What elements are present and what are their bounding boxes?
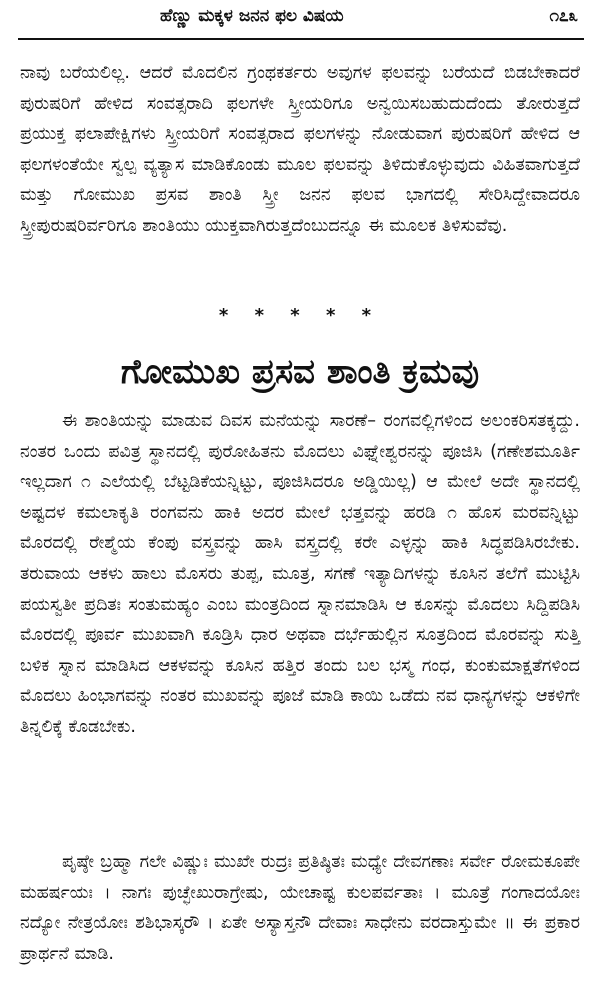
header-title: ಹೆಣ್ಣು ಮಕ್ಕಳ ಜನನ ಫಲ ವಿಷಯ <box>160 6 344 26</box>
running-header <box>0 2 600 32</box>
section-separator: * * * * * <box>218 305 382 326</box>
page-number: ೧೭೩ <box>549 6 578 26</box>
header-rule <box>18 38 584 40</box>
body-paragraph-1: ನಾವು ಬರೆಯಲಿಲ್ಲ. ಆದರೆ ಮೊದಲಿನ ಗ್ರಂಥಕರ್ತರು ಅವುಗಳ ಫಲವನ್ನು ಬರೆಯದೆ ಬಿಡಬೇಕಾದರೆ ಪುರುಷರಿಗೆ ಹೇಳಿದ ಸಂವತ್ಸರಾದಿ ಫಲಗಳೇ ಸ್ತ್ರೀಯರಿಗೂ ಅನ್ವಯಿಸಬಹುದುದೆಂದು ತೋರುತ್ತದೆ ಪ್ರಯುಕ್ತ ಫಲಾಪೇಕ್ಷಿಗಳು ಸ್ತ್ರೀಯರಿಗೆ ಸಂವತ್ಸರಾದ ಫಲಗಳನ್ನು ನೋಡುವಾಗ ಪುರುಷರಿಗೆ ಹೇಳಿದ ಆ ಫಲಗಳಂತೆಯೇ ಸ್ವಲ್ಪ ವ್ಯತ್ಯಾಸ ಮಾಡಿಕೊಂಡು ಮೂಲ ಫಲವನ್ನು ತಿಳಿದುಕೊಳ್ಳುವುದು ವಿಹಿತವಾಗುತ್ತದೆ ಮತ್ತು ಗೋಮುಖ ಪ್ರಸವ ಶಾಂತಿ ಸ್ತ್ರೀ ಜನನ ಫಲವ ಭಾಗದಲ್ಲಿ ಸೇರಿಸಿದ್ದೇವಾದರೂ ಸ್ತ್ರೀಪುರುಷರಿರ್ವರಿಗೂ ಶಾಂತಿಯು ಯುಕ್ತವಾಗಿರುತ್ತದೆಂಬುದನ್ನೂ ಈ ಮೂಲಕ ತಿಳಿಸುವೆವು. <box>20 63 580 236</box>
section-title: ಗೋಮುಖ ಪ್ರಸವ ಶಾಂತಿ ಕ್ರಮವು <box>120 352 480 392</box>
prayer-verse-paragraph: ಪೃಷ್ಠೇ ಬ್ರಹ್ಮಾ ಗಲೇ ವಿಷ್ಣುಃ ಮುಖೇ ರುದ್ರಃ ಪ್ರತಿಷ್ಠಿತಃ ಮಧ್ಯೇ ದೇವಗಣಾಃ ಸರ್ವೇ ರೋಮಕೂಪೇ ಮಹರ್ಷಯಃ । ನಾಗಃ ಪುಚ್ಛೇಖುರಾಗ್ರೇಷು, ಯೇಚಾಷ್ಟ ಕುಲಪರ್ವತಾಃ । ಮೂತ್ರೆ ಗಂಗಾದಯೋಃ ನದ್ಯೋ ನೇತ್ರಯೋಃ ಶಶಿಭಾಸ್ಕರೌ । ಏತೇ ಅಸ್ಯಾಸ್ತನೌ ದೇವಾಃ ಸಾಧೇನು ವರದಾಸ್ತುಮೇ ॥ ಈ ಪ್ರಕಾರ ಪ್ರಾರ್ಥನೆ ಮಾಡಿ. <box>20 852 580 964</box>
body-paragraph-2: ಈ ಶಾಂತಿಯನ್ನು ಮಾಡುವ ದಿವಸ ಮನೆಯನ್ನು ಸಾರಣೆ– ರಂಗವಲ್ಲಿಗಳಿಂದ ಅಲಂಕರಿಸತಕ್ಕದ್ದು. ನಂತರ ಒಂದು ಪವಿತ್ರ ಸ್ಥಾನದಲ್ಲಿ ಪುರೋಹಿತನು ಮೊದಲು ವಿಘ್ನೇಶ್ವರನನ್ನು ಪೂಜಿಸಿ (ಗಣೇಶಮೂರ್ತಿ ಇಲ್ಲದಾಗ ೧ ಎಲೆಯಲ್ಲಿ ಬೆಟ್ಟಡಿಕೆಯನ್ನಿಟ್ಟು, ಪೂಜಿಸಿದರೂ ಅಡ್ಡಿಯಿಲ್ಲ) ಆ ಮೇಲೆ ಅದೇ ಸ್ಥಾನದಲ್ಲಿ ಅಷ್ಟದಳ ಕಮಲಾಕೃತಿ ರಂಗವನು ಹಾಕಿ ಅದರ ಮೇಲೆ ಭತ್ತವನ್ನು ಹರಡಿ ೧ ಹೊಸ ಮರವನ್ನಿಟ್ಟು ಮೊರದಲ್ಲಿ ರೇಶ್ಮೆಯ ಕೆಂಪು ವಸ್ತ್ರವನ್ನು ಹಾಸಿ ವಸ್ತ್ರದಲ್ಲಿ ಕರೇ ಎಳ್ಳನ್ನು ಹಾಕಿ ಸಿದ್ಧಪಡಿಸಿರಬೇಕು. ತರುವಾಯ ಆಕಳು ಹಾಲು ಮೊಸರು ತುಪ್ಪ, ಮೂತ್ರ, ಸಗಣೆ ಇತ್ಯಾದಿಗಳನ್ನು ಕೂಸಿನ ತಲೆಗೆ ಮುಟ್ಟಿಸಿ ಪಯಸ್ವತೀ ಪ್ರದಿತಃ ಸಂತುಮಹ್ಯಂ ಎಂಬ ಮಂತ್ರದಿಂದ ಸ್ನಾನಮಾಡಿಸಿ ಆ ಕೂಸನ್ನು ಮೊದಲು ಸಿದ್ದಿಪಡಿಸಿ ಮೊರದಲ್ಲಿ ಪೂರ್ವ ಮುಖವಾಗಿ ಕೂಡ್ರಿಸಿ ಧಾರ ಅಥವಾ ದರ್ಭೆಹುಲ್ಲಿನ ಸೂತ್ರದಿಂದ ಮೊರವನ್ನು ಸುತ್ತಿ ಬಳಿಕ ಸ್ನಾನ ಮಾಡಿಸಿದ ಆಕಳವನ್ನು ಕೂಸಿನ ಹತ್ತಿರ ತಂದು ಬಲ ಭಸ್ಮ ಗಂಧ, ಕುಂಕುಮಾಕ್ಷತೆಗಳಿಂದ ಮೊದಲು ಹಿಂಭಾಗವನ್ನು ನಂತರ ಮುಖವನ್ನು ಪೂಜೆ ಮಾಡಿ ಕಾಯಿ ಒಡೆದು ನವ ಧಾನ್ಯಗಳನ್ನು ಆಕಳಿಗೇ ತಿನ್ನಲಿಕ್ಕೆ ಕೊಡಬೇಕು. <box>20 411 580 737</box>
